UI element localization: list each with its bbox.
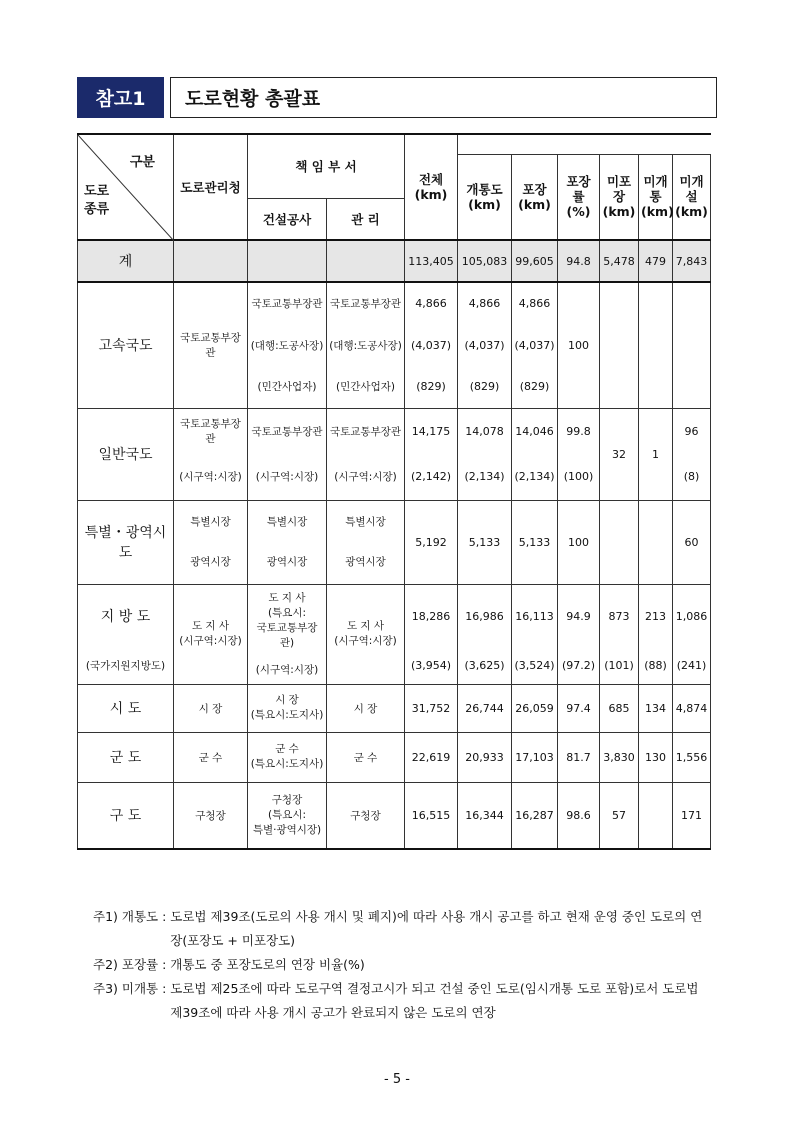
construction-expressway-1: 국토교통부장관	[248, 282, 327, 324]
construction-city	[248, 684, 327, 732]
management-national-1: 국토교통부장관	[327, 408, 405, 454]
unopened-header-line2: 통	[649, 189, 662, 205]
unopened-metro	[639, 500, 673, 584]
total-row-blank-2	[248, 240, 327, 282]
road-type-label-1: 도로	[84, 184, 110, 199]
construction-local-3: 국토교통부장관)	[256, 621, 318, 649]
unpaved-national: 32	[600, 408, 639, 500]
unbuilt-header-line1: 미개	[679, 174, 704, 190]
rate-header-line1: 포장	[566, 174, 591, 190]
unpaved-local-2: (101)	[600, 648, 639, 684]
unopened-national: 1	[639, 408, 673, 500]
authority-expressway: 국토교통부장관	[174, 282, 248, 408]
rate-metro: 100	[558, 500, 600, 584]
footnote-2-text: 개통도 중 포장도로의 연장 비율(%)	[170, 957, 365, 972]
authority-local	[174, 584, 248, 684]
total-expressway-2: (4,037)	[405, 324, 458, 366]
management-metro-2: 광역시장	[345, 556, 386, 568]
rate-city: 97.4	[558, 684, 600, 732]
construction-metro-2: 광역시장	[266, 556, 308, 568]
construction-metro	[248, 500, 327, 584]
unbuilt-header-line2: 설	[685, 189, 698, 205]
construction-national-2: (시구역:시장)	[248, 454, 327, 500]
management-district: 구청장	[327, 782, 405, 849]
rate-district: 98.6	[558, 782, 600, 849]
footnotes	[93, 905, 713, 1025]
road-type-label-2: 종류	[84, 202, 110, 217]
unpaved-expressway	[600, 282, 639, 408]
road-name-district: 구 도	[78, 782, 174, 849]
section-header	[77, 77, 717, 118]
authority-metro-2: 광역시장	[190, 556, 231, 568]
paved-national-1: 14,046	[512, 408, 558, 454]
unbuilt-header-line3: (km)	[675, 204, 708, 220]
table-row-county	[78, 732, 711, 782]
total-local-2: (3,954)	[405, 648, 458, 684]
management-metro	[327, 500, 405, 584]
unopened-header-line1: 미개	[643, 174, 668, 190]
rate-header-line2: 률	[572, 189, 585, 205]
unpaved-header	[600, 154, 639, 240]
management-expressway-1: 국토교통부장관	[327, 282, 405, 324]
opened-expressway-3: (829)	[458, 366, 512, 408]
unbuilt-national-2: (8)	[673, 454, 711, 500]
construction-county-1: 군 수	[275, 743, 299, 755]
construction-header: 건설공사	[248, 198, 327, 240]
authority-county: 군 수	[174, 732, 248, 782]
road-name-metro: 특별・광역시도	[78, 500, 174, 584]
table-row-local	[78, 584, 711, 648]
cell-unopened: 479	[639, 240, 673, 282]
authority-metro	[174, 500, 248, 584]
construction-national-1: 국토교통부장관	[248, 408, 327, 454]
opened-local-2: (3,625)	[458, 648, 512, 684]
total-expressway-3: (829)	[405, 366, 458, 408]
rate-header	[558, 154, 600, 240]
cell-unbuilt: 7,843	[673, 240, 711, 282]
paved-header-line1: 포장	[522, 181, 547, 197]
total-national-2: (2,142)	[405, 454, 458, 500]
management-city: 시 장	[327, 684, 405, 732]
authority-local-1: 도 지 사	[191, 620, 230, 632]
paved-county: 17,103	[512, 732, 558, 782]
unbuilt-city: 4,874	[673, 684, 711, 732]
unopened-district	[639, 782, 673, 849]
page-title: 도로현황 총괄표	[170, 77, 717, 118]
footnote-1-label: 주1) 개통도 :	[93, 909, 171, 924]
paved-local-2: (3,524)	[512, 648, 558, 684]
management-national-2: (시구역:시장)	[327, 454, 405, 500]
authority-local-2: (시구역:시장)	[179, 635, 242, 647]
opened-city: 26,744	[458, 684, 512, 732]
management-county: 군 수	[327, 732, 405, 782]
table-row-city	[78, 684, 711, 732]
unbuilt-county: 1,556	[673, 732, 711, 782]
unopened-header	[639, 154, 673, 240]
total-header-line2: (km)	[414, 187, 448, 202]
responsible-dept-header: 책 임 부 서	[248, 134, 405, 198]
opened-header-line1: 개통도	[466, 181, 503, 197]
footnote-3	[93, 977, 713, 1025]
unpaved-metro	[600, 500, 639, 584]
page-number: - 5 -	[384, 1072, 410, 1087]
management-local-2: (시구역:시장)	[334, 635, 397, 647]
construction-district	[248, 782, 327, 849]
paved-metro: 5,133	[512, 500, 558, 584]
unopened-expressway	[639, 282, 673, 408]
construction-expressway-3: (민간사업자)	[248, 366, 327, 408]
unbuilt-local-2: (241)	[673, 648, 711, 684]
table-row-national	[78, 408, 711, 454]
paved-district: 16,287	[512, 782, 558, 849]
opened-expressway-2: (4,037)	[458, 324, 512, 366]
paved-city: 26,059	[512, 684, 558, 732]
rate-expressway: 100	[558, 282, 600, 408]
category-diagonal-cell	[78, 134, 174, 240]
unopened-local-1: 213	[639, 584, 673, 648]
unopened-county: 130	[639, 732, 673, 782]
table-row-district	[78, 782, 711, 849]
cell-total: 113,405	[405, 240, 458, 282]
total-header	[405, 134, 458, 240]
total-local-1: 18,286	[405, 584, 458, 648]
management-metro-1: 특별시장	[345, 516, 386, 528]
unpaved-header-line3: (km)	[602, 204, 636, 220]
table-row-total	[78, 240, 711, 282]
cell-unpaved: 5,478	[600, 240, 639, 282]
unpaved-header-line1: 미포	[606, 174, 632, 190]
management-header: 관 리	[327, 198, 405, 240]
road-name-local: 지 방 도	[78, 584, 174, 648]
unbuilt-metro: 60	[673, 500, 711, 584]
authority-national-2: (시구역:시장)	[174, 454, 248, 500]
opened-header	[458, 154, 512, 240]
total-row-blank-3	[327, 240, 405, 282]
paved-header-line2: (km)	[518, 196, 551, 212]
paved-header	[512, 154, 558, 240]
row-label-total: 계	[78, 240, 174, 282]
total-county: 22,619	[405, 732, 458, 782]
paved-expressway-3: (829)	[512, 366, 558, 408]
opened-header-line2: (km)	[468, 196, 501, 212]
construction-district-3: 특별·광역시장)	[252, 823, 322, 836]
total-district: 16,515	[405, 782, 458, 849]
footnote-1	[93, 905, 713, 953]
construction-county	[248, 732, 327, 782]
rate-national-1: 99.8	[558, 408, 600, 454]
unpaved-district: 57	[600, 782, 639, 849]
total-header-line1: 전체	[418, 172, 444, 187]
construction-local-2: (특요시:	[267, 606, 307, 619]
road-name-county: 군 도	[78, 732, 174, 782]
opened-national-2: (2,134)	[458, 454, 512, 500]
management-local	[327, 584, 405, 684]
rate-header-line3: (%)	[566, 204, 591, 220]
road-name-expressway: 고속국도	[78, 282, 174, 408]
paved-expressway-1: 4,866	[512, 282, 558, 324]
paved-national-2: (2,134)	[512, 454, 558, 500]
rate-local-2: (97.2)	[558, 648, 600, 684]
cell-rate: 94.8	[558, 240, 600, 282]
authority-metro-1: 특별시장	[190, 516, 231, 528]
management-expressway-2: (대행:도공사장)	[327, 324, 405, 366]
total-city: 31,752	[405, 684, 458, 732]
unbuilt-expressway	[673, 282, 711, 408]
table-row-metro	[78, 500, 711, 584]
authority-district: 구청장	[174, 782, 248, 849]
construction-district-2: (특요시:	[267, 808, 307, 821]
opened-district: 16,344	[458, 782, 512, 849]
rate-local-1: 94.9	[558, 584, 600, 648]
construction-district-1: 구청장	[271, 793, 303, 806]
road-name-national: 일반국도	[78, 408, 174, 500]
road-subname-local: (국가지원지방도)	[78, 648, 174, 684]
unopened-local-2: (88)	[639, 648, 673, 684]
unbuilt-header	[673, 154, 711, 240]
unpaved-header-line2: 장	[612, 189, 626, 205]
footnote-1-text: 도로법 제39조(도로의 사용 개시 및 폐지)에 따라 사용 개시 공고를 하고 현재 운영 중인 도로의 연장(포장도 + 미포장도)	[170, 909, 703, 948]
unopened-city: 134	[639, 684, 673, 732]
rate-county: 81.7	[558, 732, 600, 782]
paved-expressway-2: (4,037)	[512, 324, 558, 366]
header-spacer	[458, 134, 711, 154]
total-row-blank-1	[174, 240, 248, 282]
unpaved-local-1: 873	[600, 584, 639, 648]
opened-national-1: 14,078	[458, 408, 512, 454]
construction-local-4: (시구역:시장)	[255, 663, 319, 676]
unpaved-county: 3,830	[600, 732, 639, 782]
opened-county: 20,933	[458, 732, 512, 782]
unpaved-city: 685	[600, 684, 639, 732]
paved-local-1: 16,113	[512, 584, 558, 648]
footnote-2	[93, 953, 713, 977]
road-summary-table	[77, 133, 711, 850]
footnote-2-label: 주2) 포장률 :	[93, 957, 171, 972]
construction-metro-1: 특별시장	[266, 516, 308, 528]
opened-local-1: 16,986	[458, 584, 512, 648]
authority-header: 도로관리청	[174, 134, 248, 240]
unopened-header-line3: (km)	[641, 204, 674, 220]
road-name-city: 시 도	[78, 684, 174, 732]
cell-paved: 99,605	[512, 240, 558, 282]
construction-city-2: (특요시:도지사)	[250, 709, 324, 721]
construction-local	[248, 584, 327, 684]
footnote-3-text: 도로법 제25조에 따라 도로구역 결정고시가 되고 건설 중인 도로(임시개통 도로 포함)로서 도로법 제39조에 따라 사용 개시 공고가 완료되지 않은 도로의 연장	[170, 981, 699, 1020]
management-local-1: 도 지 사	[346, 620, 385, 632]
unbuilt-district: 171	[673, 782, 711, 849]
reference-badge: 참고1	[77, 77, 164, 118]
table-row-expressway	[78, 282, 711, 324]
opened-expressway-1: 4,866	[458, 282, 512, 324]
total-metro: 5,192	[405, 500, 458, 584]
cell-opened: 105,083	[458, 240, 512, 282]
rate-national-2: (100)	[558, 454, 600, 500]
opened-metro: 5,133	[458, 500, 512, 584]
construction-local-1: 도 지 사	[268, 591, 306, 604]
authority-national-1: 국토교통부장관	[174, 408, 248, 454]
unbuilt-national-1: 96	[673, 408, 711, 454]
unbuilt-local-1: 1,086	[673, 584, 711, 648]
construction-city-1: 시 장	[275, 694, 299, 706]
total-national-1: 14,175	[405, 408, 458, 454]
category-label: 구분	[129, 155, 155, 170]
authority-city: 시 장	[174, 684, 248, 732]
footnote-3-label: 주3) 미개통 :	[93, 981, 171, 996]
construction-county-2: (특요시:도지사)	[250, 758, 324, 770]
management-expressway-3: (민간사업자)	[327, 366, 405, 408]
total-expressway-1: 4,866	[405, 282, 458, 324]
construction-expressway-2: (대행:도공사장)	[248, 324, 327, 366]
